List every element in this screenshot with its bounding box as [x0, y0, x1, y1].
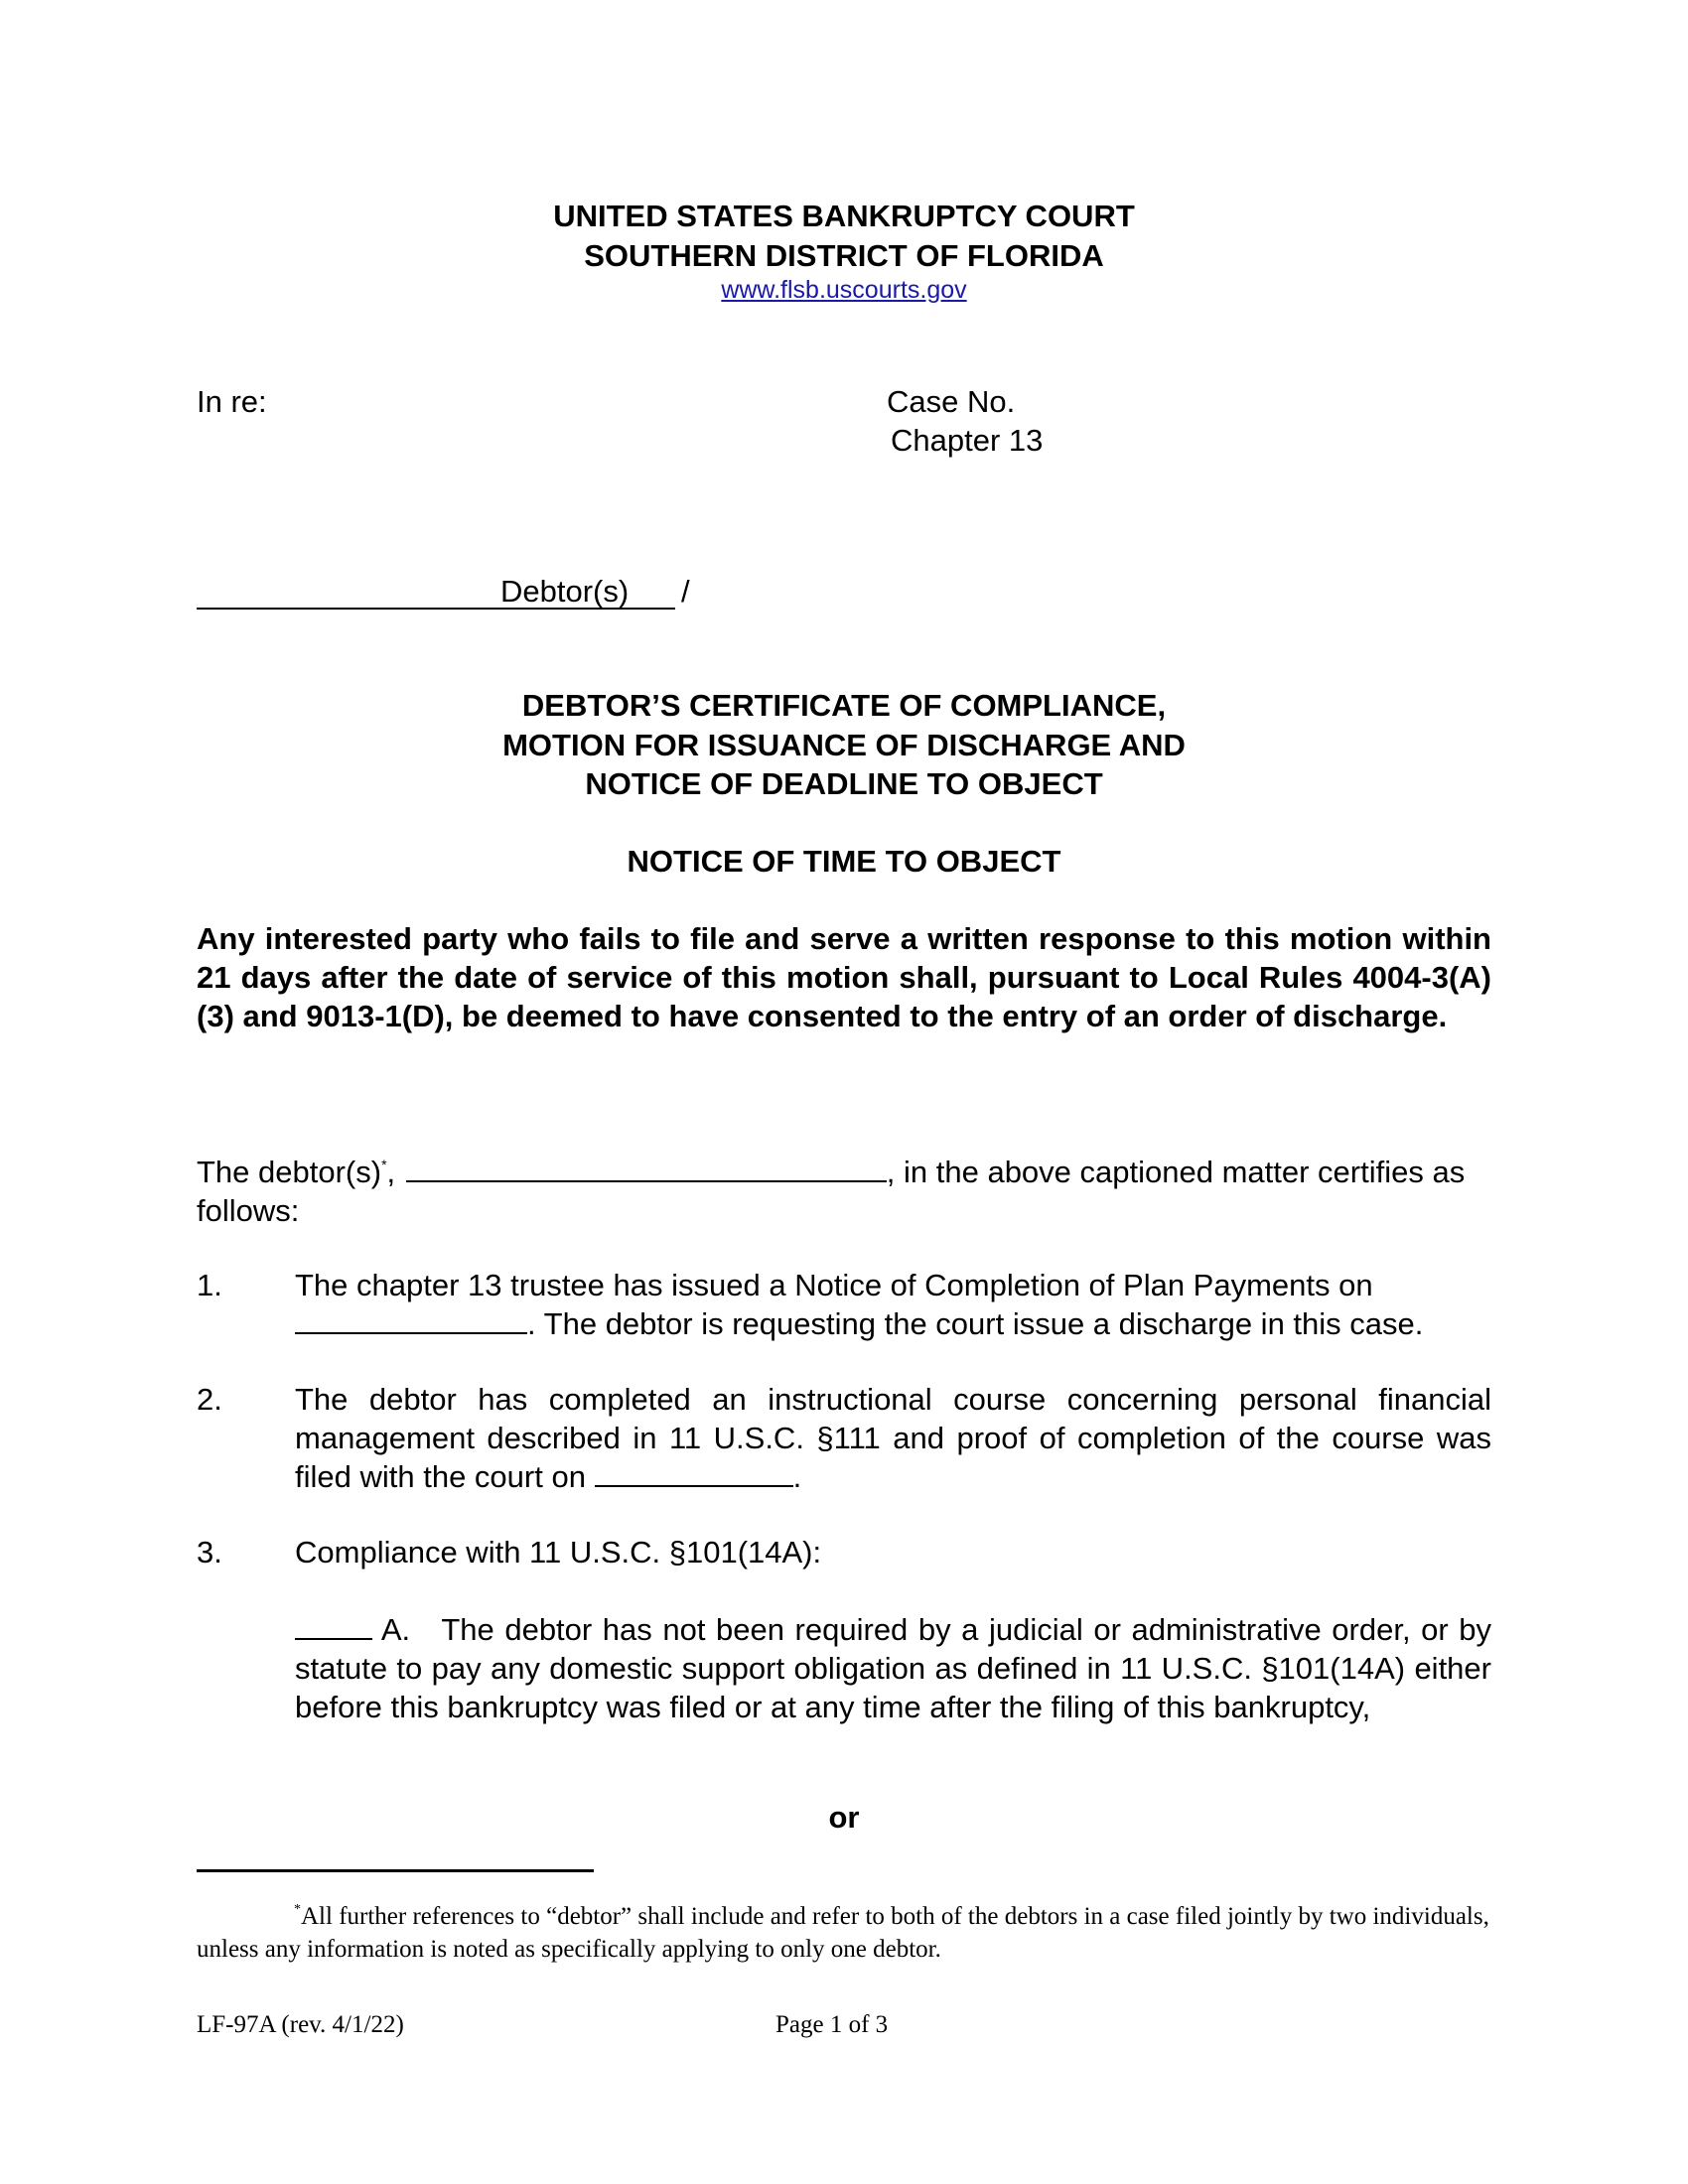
caption-slash: / [681, 574, 690, 609]
course-filed-date-blank[interactable] [595, 1457, 793, 1487]
notice-heading: NOTICE OF TIME TO OBJECT [627, 844, 1061, 879]
case-number-label: Case No. [887, 384, 1016, 419]
footnote [197, 1900, 1497, 1966]
item-2-number: 2. [197, 1382, 222, 1417]
or-separator: or [828, 1800, 860, 1835]
court-name: UNITED STATES BANKRUPTCY COURT [553, 199, 1135, 233]
footnote-reference-mark: * [381, 1156, 387, 1172]
debtor-names-blank[interactable] [406, 1153, 887, 1182]
court-district: SOUTHERN DISTRICT OF FLORIDA [584, 238, 1104, 273]
notice-paragraph: Any interested party who fails to file and serve a written response to this motion within 21 days after the date of service of this motion shall, pursuant to Local Rules 4004-3(A)(3) and 9013-1(D), be deemed to have consented to the entry of an order of discharge. [197, 921, 1491, 1033]
document-title-line-2: MOTION FOR ISSUANCE OF DISCHARGE AND [502, 728, 1186, 762]
footnote-mark: * [294, 1901, 301, 1917]
chapter-label: Chapter 13 [891, 423, 1044, 458]
item-2-text-b: . [792, 1459, 802, 1494]
option-a-label: A. [380, 1612, 411, 1647]
item-1-text-b: . The debtor is requesting the court issue a discharge in this case. [527, 1306, 1424, 1341]
item-1-text-a: The chapter 13 trustee has issued a Notice of Completion of Plan Payments on [295, 1268, 1373, 1302]
option-a-text: The debtor has not been required by a judicial or administrative order, or by statute to pay any domestic support obligation as defined in 11 U.S.C. §101(14A) either before this bankruptcy was filed or at any time after the filing of this bankruptcy, [295, 1612, 1492, 1724]
item-1-text [295, 1266, 1501, 1343]
debtors-label: Debtor(s) [500, 574, 630, 609]
court-website-link[interactable]: www.flsb.uscourts.gov [721, 276, 967, 304]
item-3-text: Compliance with 11 U.S.C. §101(14A): [295, 1535, 822, 1570]
certifies-paragraph [197, 1153, 1497, 1230]
option-a-paragraph [295, 1610, 1491, 1726]
item-3-number: 3. [197, 1535, 222, 1570]
certifies-prefix: The debtor(s) [197, 1155, 382, 1189]
footnote-text: All further references to “debtor” shall include and refer to both of the debtors in a case filed jointly by two individuals, unless any information is noted as specifically applying to only one debtor. [197, 1903, 1489, 1963]
item-2-text [295, 1380, 1491, 1496]
item-1-number: 1. [197, 1268, 222, 1302]
item-2-text-a: The debtor has completed an instructional course concerning personal financial management described in 11 U.S.C. §111 and proof of completion of the course was filed with the court on [295, 1382, 1491, 1494]
document-title-line-3: NOTICE OF DEADLINE TO OBJECT [585, 766, 1103, 801]
footnote-separator [197, 1869, 594, 1872]
form-id: LF-97A (rev. 4/1/22) [197, 2011, 404, 2038]
debtor-caption-line [197, 572, 690, 612]
certifies-comma: , [386, 1155, 396, 1189]
certifies-suffix: , in the above captioned matter certifies as follows: [197, 1155, 1466, 1228]
option-a-check-blank[interactable] [295, 1610, 372, 1640]
page-number: Page 1 of 3 [775, 2011, 889, 2038]
completion-date-blank[interactable] [295, 1304, 527, 1334]
document-title-line-1: DEBTOR’S CERTIFICATE OF COMPLIANCE, [521, 688, 1167, 723]
in-re-label: In re: [197, 384, 267, 419]
